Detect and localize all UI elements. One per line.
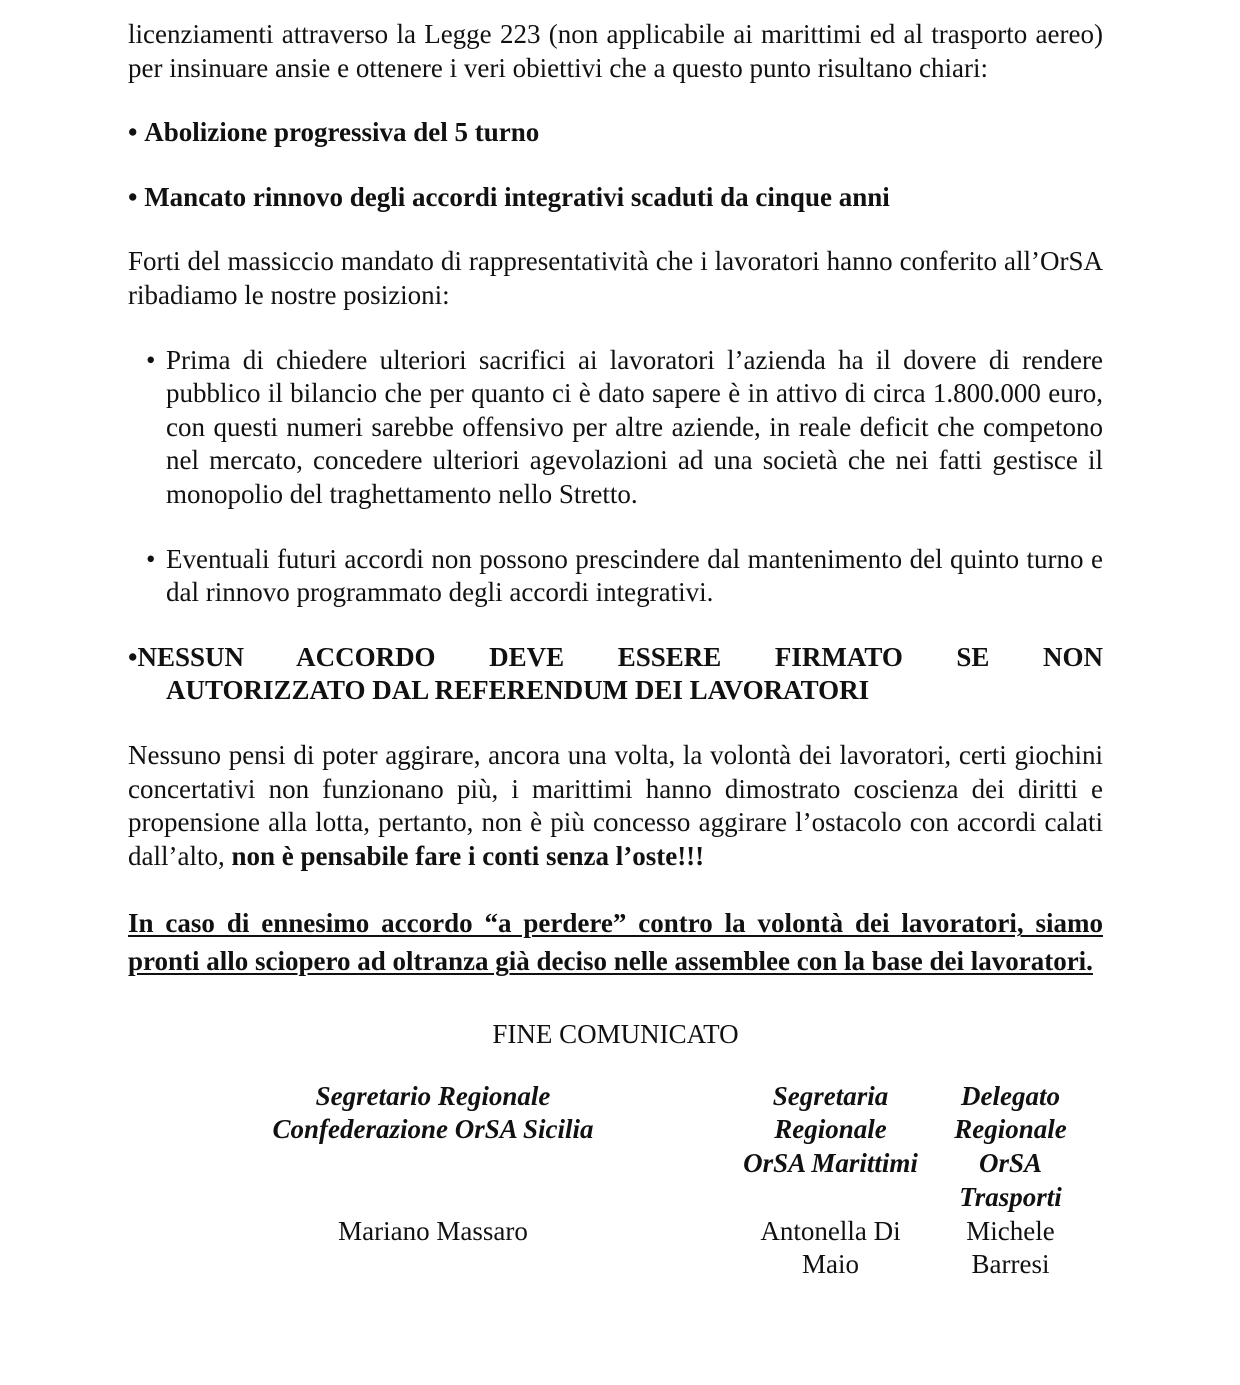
paragraph-intro: licenziamenti attraverso la Legge 223 (non applicabile ai marittimi ed al trasporto aereo) per insinuare ansie e ottenere i veri obiettivi che a questo punto risultano chiari:: [128, 19, 1103, 83]
signature-name: Mariano Massaro: [338, 1215, 528, 1246]
signature-segretaria-marittimi: [728, 1080, 933, 1280]
signature-role: [238, 1080, 628, 1147]
bullet-referendum: [128, 641, 1103, 708]
role-line: Regionale: [954, 1114, 1067, 1145]
bullet-dot: •: [128, 117, 145, 148]
name-line: Antonella Di: [760, 1215, 901, 1246]
paragraph-sciopero: In caso di ennesimo accordo “a perdere” contro la volontà dei lavoratori, siamo pronti allo sciopero ad oltranza già deciso nelle assemblee con la base dei lavoratori.: [128, 908, 1103, 977]
bullet-mancato-rinnovo: [128, 181, 1103, 215]
bullet-abolizione-text: Abolizione progressiva del 5 turno: [144, 117, 540, 148]
name-line: Maio: [802, 1249, 859, 1280]
role-line: Trasporti: [959, 1181, 1062, 1212]
role-line: Segretaria: [772, 1080, 889, 1111]
paragraph-nessuno-text: Nessuno pensi di poter aggirare, ancora una volta, la volontà dei lavoratori, certi giochini concertativi non funzionano più, i marittimi hanno dimostrato coscienza dei diritti e propensione alla lotta, pertanto, non è più concesso aggirare l’ostacolo con accordi calati dall’alto,: [128, 739, 1103, 871]
role-line: Regionale: [774, 1114, 887, 1145]
signature-name: [943, 1215, 1078, 1282]
bullet-futuri-accordi-text: Eventuali futuri accordi non possono prescindere dal mantenimento del quinto turno e dal rinnovo programmato degli accordi integrativi.: [166, 543, 1103, 608]
signature-segretario-regionale: [238, 1080, 628, 1246]
role-line: OrSA: [978, 1148, 1043, 1179]
bullet-bilancio-text: Prima di chiedere ulteriori sacrifici ai lavoratori l’azienda ha il dovere di rendere pubblico il bilancio che per quanto ci è dato sapere è in attivo di circa 1.800.000 euro, con questi numeri sarebbe offensivo per altre aziende, in reale deficit che competono nel mercato, concedere ulteriori agevolazioni ad una società che nei fatti gestisce il monopolio del traghettamento nello Stretto.: [166, 344, 1103, 509]
bullet-dot: •: [128, 181, 145, 212]
paragraph-nessuno-bold: non è pensabile fare i conti senza l’oste!!!: [231, 840, 705, 871]
bullet-dot: •: [146, 344, 156, 375]
name-line: Barresi: [971, 1249, 1050, 1280]
paragraph-forti: Forti del massiccio mandato di rappresentatività che i lavoratori hanno conferito all’OrSA ribadiamo le nostre posizioni:: [128, 246, 1103, 310]
signature-role: [728, 1080, 933, 1181]
signatures: [128, 1080, 1103, 1280]
name-line: Michele: [966, 1215, 1055, 1246]
bullet-dot: •: [128, 641, 138, 672]
bullet-mancato-rinnovo-text: Mancato rinnovo degli accordi integrativi scaduti da cinque anni: [144, 181, 890, 212]
bullet-bilancio: [128, 344, 1103, 512]
paragraph-nessuno: [128, 739, 1103, 873]
signature-role: [943, 1080, 1078, 1214]
signature-name: [728, 1215, 933, 1282]
role-line: Confederazione OrSA Sicilia: [272, 1114, 594, 1145]
fine-comunicato: FINE COMUNICATO: [492, 1019, 739, 1050]
bullet-dot: •: [146, 543, 156, 574]
bullet-referendum-line1: [128, 641, 1103, 675]
role-line: Segretario Regionale: [315, 1080, 551, 1111]
bullet-referendum-line2: AUTORIZZATO DAL REFERENDUM DEI LAVORATORI: [166, 675, 870, 706]
bullet-abolizione: [128, 116, 1103, 150]
signature-delegato-trasporti: [943, 1080, 1078, 1280]
document-page: [128, 18, 1103, 1280]
bullet-futuri-accordi: [128, 543, 1103, 610]
role-line: Delegato: [961, 1080, 1060, 1111]
role-line: OrSA Marittimi: [743, 1148, 918, 1179]
bullet-referendum-line1-text: NESSUN ACCORDO DEVE ESSERE FIRMATO SE NON: [137, 641, 1103, 672]
